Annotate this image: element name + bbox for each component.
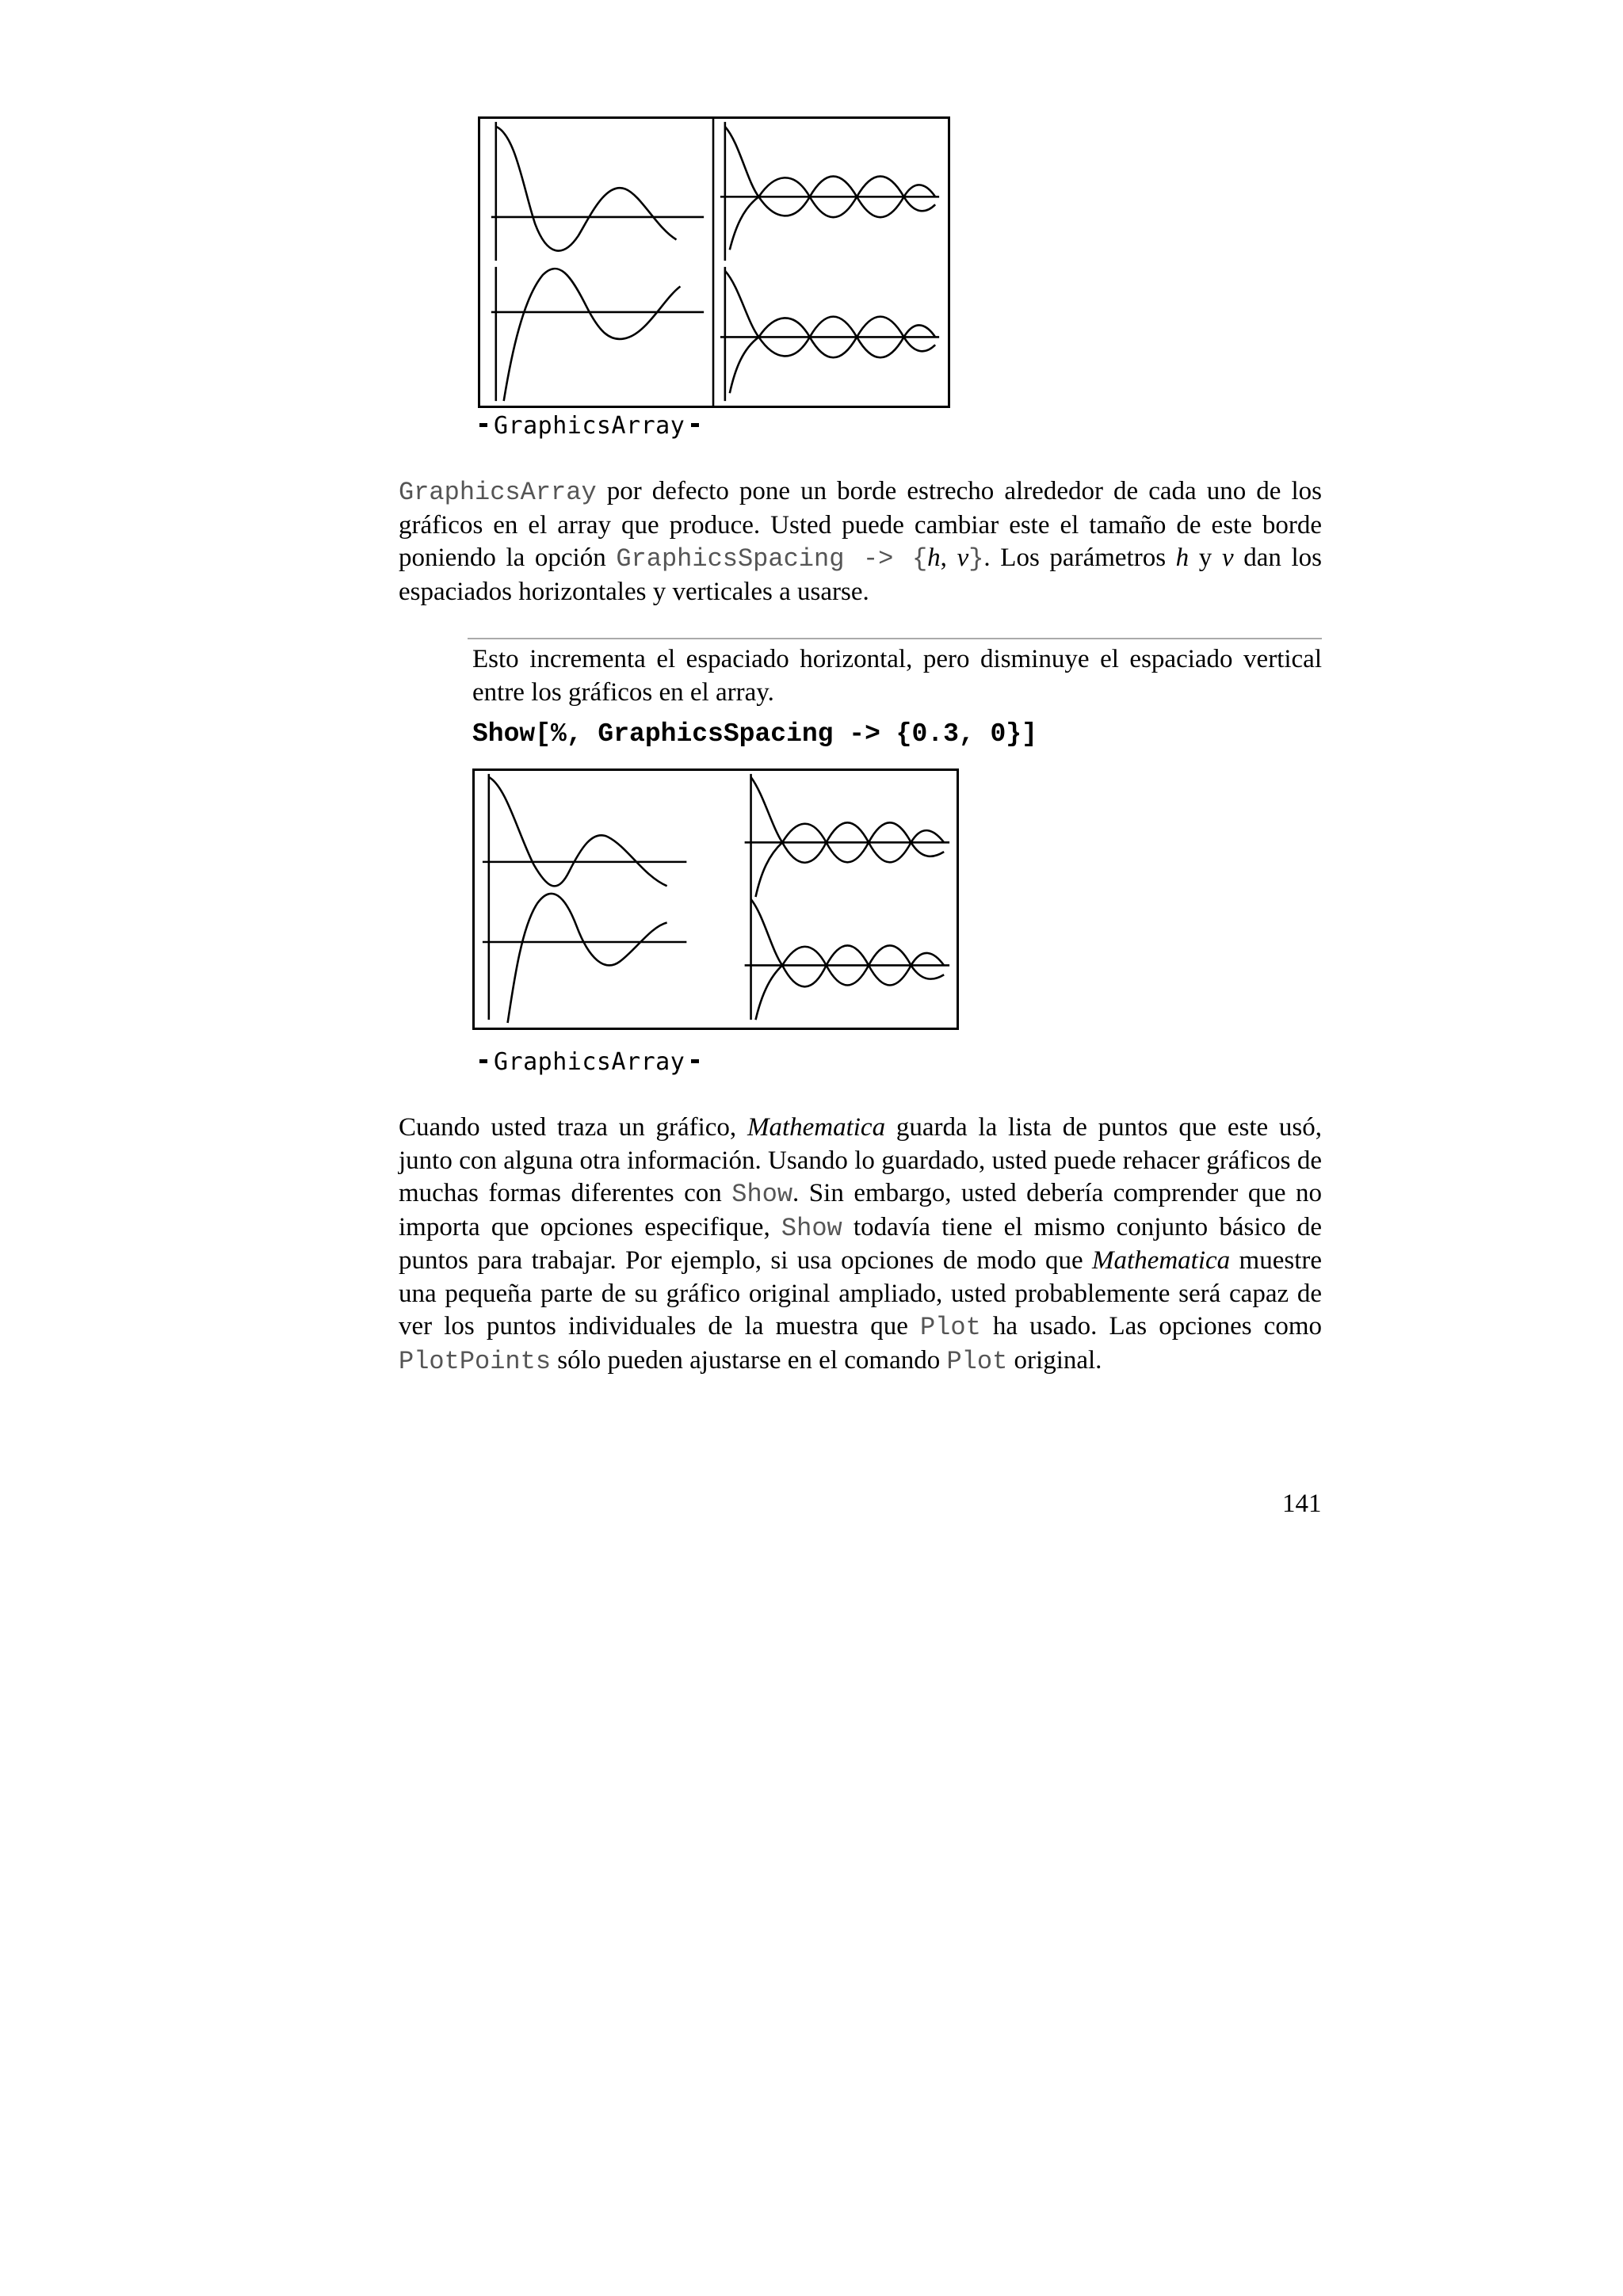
- italic-text: h: [927, 543, 941, 572]
- graphics-array-plot-1: [480, 119, 948, 406]
- text-run: muestre una pequeña parte de su gráfico original ampliado, usted probablemente será capaz de ver los puntos individuales de la muestra que: [399, 1246, 1323, 1341]
- italic-text: v: [957, 543, 969, 572]
- figure-1-caption: [479, 412, 699, 440]
- text-run: . Sin embargo, usted debería comprender que no importa que opciones especifique,: [399, 1179, 1322, 1241]
- text-run: sólo pueden ajustarse en el comando: [551, 1345, 947, 1375]
- note-text: Esto incrementa el espaciado horizontal, pero disminuye el espaciado vertical entre los gráficos en el array.: [472, 645, 1322, 707]
- text-run: por defecto pone un borde estrecho alrededor de cada uno de los gráficos en el array que produce. Usted puede cambiar este el tamaño de este borde poniendo la opción: [399, 477, 1322, 572]
- paragraph-show-points: [399, 1112, 1322, 1378]
- italic-text: h: [1175, 543, 1190, 572]
- italic-text: Mathematica: [747, 1113, 886, 1142]
- graphics-array-figure-1: [478, 116, 950, 408]
- graphics-array-plot-2: [475, 771, 957, 1028]
- text-run: ha usado. Las opciones como: [980, 1312, 1322, 1341]
- inline-code: }: [968, 544, 984, 574]
- inline-code: Plot: [946, 1346, 1008, 1376]
- text-run: original.: [1007, 1345, 1102, 1375]
- paragraph-graphicsarray-spacing: [399, 475, 1322, 608]
- figure-1-caption-text: GraphicsArray: [494, 412, 685, 440]
- figure-2-caption: [479, 1048, 699, 1076]
- section-divider: [468, 638, 1322, 639]
- inline-code: Show: [781, 1213, 842, 1243]
- caption-dash-right: [691, 423, 699, 427]
- italic-text: v: [1221, 543, 1234, 572]
- text-run: guarda la lista de puntos que este usó, junto con alguna otra información. Usando lo guardado, usted puede rehacer gráficos de muchas formas diferentes con: [399, 1113, 1323, 1207]
- page-number: 141: [1282, 1489, 1322, 1518]
- graphics-array-figure-2: [472, 769, 959, 1030]
- italic-text: Mathematica: [1092, 1246, 1231, 1275]
- text-run: . Los parámetros: [983, 543, 1176, 572]
- inline-code: -> {: [844, 544, 928, 574]
- inline-code: GraphicsArray: [399, 478, 597, 507]
- text-run: todavía tiene el mismo conjunto básico de puntos para trabajar. Por ejemplo, si usa opciones de modo que: [399, 1212, 1322, 1275]
- text-run: Cuando usted traza un gráfico,: [399, 1113, 747, 1142]
- caption-dash-right: [691, 1059, 699, 1063]
- inline-code: Show: [731, 1180, 793, 1209]
- inline-code: GraphicsSpacing: [616, 544, 845, 574]
- inline-code: Plot: [919, 1313, 981, 1342]
- text-run: dan los espaciados horizontales y verticales a usarse.: [399, 543, 1323, 606]
- figure-2-caption-text: GraphicsArray: [494, 1048, 685, 1076]
- caption-dash-left: [479, 423, 487, 427]
- code-input: Show[%, GraphicsSpacing -> {0.3, 0}]: [472, 719, 1037, 749]
- inline-code: PlotPoints: [399, 1346, 552, 1376]
- text-run: ,: [940, 543, 957, 572]
- text-run: y: [1189, 543, 1222, 572]
- caption-dash-left: [479, 1059, 487, 1063]
